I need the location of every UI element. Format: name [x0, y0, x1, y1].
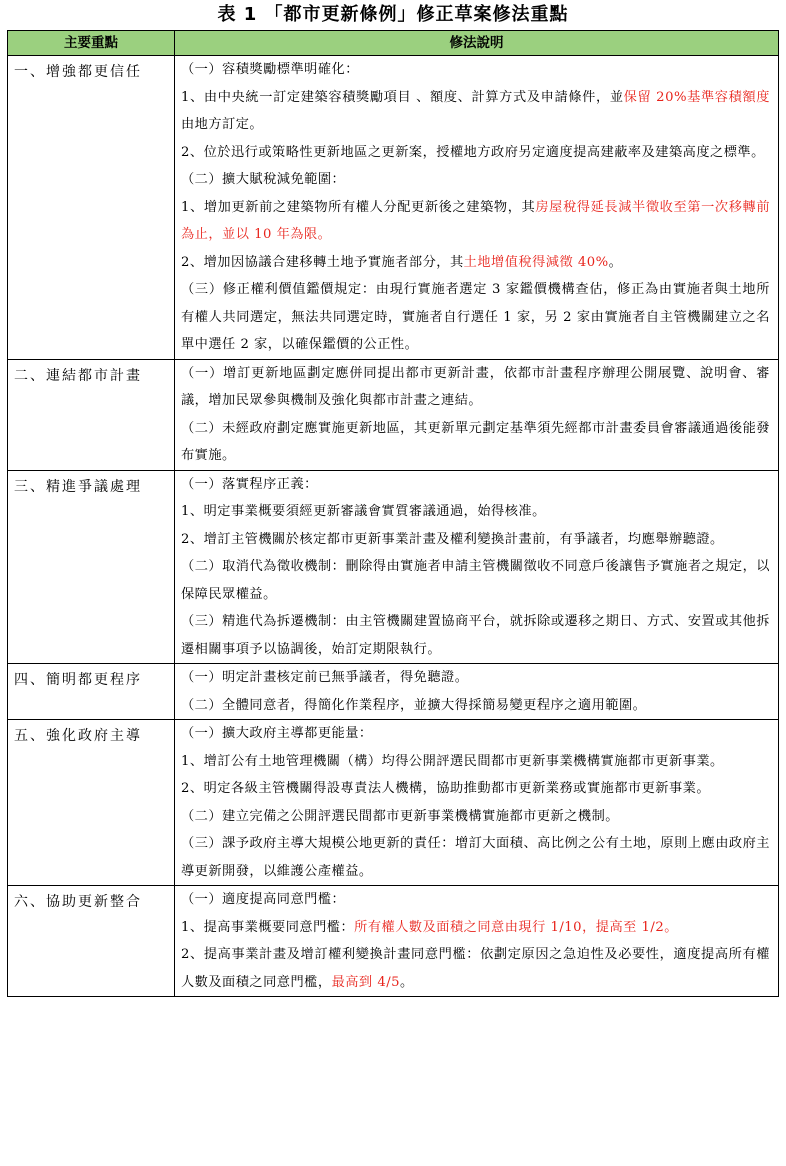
highlighted-text: 土地增值稅得減徵 40%	[463, 254, 609, 270]
paragraph-text: 。	[400, 974, 414, 990]
paragraph-text: 1、由中央統一訂定建築容積獎勵項目 、額度、計算方式及申請條件，並	[181, 89, 624, 105]
paragraph-text: （三）修正權利價值鑑價規定：由現行實施者選定 3 家鑑價機構查估，修正為由實施者與土地所有權人共同選定，無法共同選定時，實施者自行選任 1 家，另 2 家由實施者自主管機關建立之名單中選任 2 家，以確保鑑價的公正性。	[181, 282, 770, 352]
paragraph-text: 1、明定事業概要須經更新審議會實質審議通過，始得核准。	[181, 504, 546, 519]
paragraph-text: 。	[608, 254, 623, 270]
header-description: 修法說明	[175, 31, 779, 56]
description-paragraph	[181, 914, 770, 942]
row-description	[175, 56, 779, 360]
row-description	[175, 720, 779, 886]
table-header-row	[8, 31, 779, 56]
table-row	[8, 720, 779, 886]
row-category: 四、簡明都更程序	[8, 664, 175, 720]
description-paragraph	[181, 471, 770, 499]
paragraph-text: 2、位於迅行或策略性更新地區之更新案，授權地方政府另定適度提高建蔽率及建築高度之標準。	[181, 144, 765, 160]
description-paragraph	[181, 276, 770, 359]
description-paragraph	[181, 886, 770, 914]
paragraph-text: 1、增訂公有土地管理機關（構）均得公開評選民間都市更新事業機構實施都市更新事業。	[181, 753, 724, 769]
description-paragraph	[181, 720, 770, 748]
paragraph-text: 2、增訂主管機關於核定都市更新事業計畫及權利變換計畫前，有爭議者，均應舉辦聽證。	[181, 531, 724, 547]
paragraph-text: 2、提高事業計畫及增訂權利變換計畫同意門檻：依劃定原因之急迫性及必要性，適度提高所有權人數及面積之同意門檻，	[181, 947, 770, 990]
paragraph-text: （一）落實程序正義：	[181, 476, 318, 492]
paragraph-text: 由地方訂定。	[181, 117, 264, 132]
description-paragraph	[181, 830, 770, 885]
description-paragraph	[181, 360, 770, 415]
paragraph-text: （三）課予政府主導大規模公地更新的責任：增訂大面積、高比例之公有土地，原則上應由政府主導更新開發，以維護公產權益。	[181, 836, 770, 879]
highlighted-text: 最高到 4/5	[331, 974, 401, 990]
description-paragraph	[181, 526, 770, 554]
row-description	[175, 359, 779, 470]
paragraph-text: （二）擴大賦稅減免範圍：	[181, 172, 346, 187]
description-paragraph	[181, 941, 770, 996]
paragraph-text: 2、增加因協議合建移轉土地予實施者部分，其	[181, 254, 464, 270]
document-title: 表 1 「都市更新條例」修正草案修法重點	[217, 4, 569, 25]
table-row	[8, 664, 779, 720]
paragraph-text: （二）未經政府劃定應實施更新地區，其更新單元劃定基準須先經都市計畫委員會審議通過後能發布實施。	[181, 420, 770, 463]
paragraph-text: （一）容積獎勵標準明確化：	[181, 62, 359, 77]
table-row	[8, 56, 779, 360]
row-description	[175, 886, 779, 997]
description-paragraph	[181, 249, 770, 277]
description-paragraph	[181, 498, 770, 526]
description-paragraph	[181, 415, 770, 470]
paragraph-text: （二）全體同意者，得簡化作業程序，並擴大得採簡易變更程序之適用範圍。	[181, 697, 647, 713]
paragraph-text: （一）明定計畫核定前已無爭議者，得免聽證。	[181, 670, 469, 685]
table-row	[8, 470, 779, 664]
paragraph-text: （三）精進代為拆遷機制：由主管機關建置協商平台，就拆除或遷移之期日、方式、安置或其他拆遷相關事項予以協調後，始訂定期限執行。	[181, 614, 770, 657]
paragraph-text: 2、明定各級主管機關得設專責法人機構，協助推動都市更新業務或實施都市更新事業。	[181, 781, 711, 796]
description-paragraph	[181, 748, 770, 776]
paragraph-text: （一）擴大政府主導都更能量：	[181, 726, 373, 741]
row-category: 六、協助更新整合	[8, 886, 175, 997]
description-paragraph	[181, 56, 770, 84]
paragraph-text: 1、增加更新前之建築物所有權人分配更新後之建築物，其	[181, 199, 536, 215]
description-paragraph	[181, 553, 770, 608]
row-description	[175, 664, 779, 720]
row-category: 五、強化政府主導	[8, 720, 175, 886]
description-paragraph	[181, 775, 770, 803]
description-paragraph	[181, 194, 770, 249]
highlighted-text: 保留 20%基準容積額度	[623, 89, 770, 105]
amendment-table	[7, 30, 779, 997]
row-description	[175, 470, 779, 664]
description-paragraph	[181, 608, 770, 663]
description-paragraph	[181, 166, 770, 194]
paragraph-text: （一）適度提高同意門檻：	[181, 892, 346, 907]
row-category: 三、精進爭議處理	[8, 470, 175, 664]
header-category: 主要重點	[8, 31, 175, 56]
table-row	[8, 359, 779, 470]
description-paragraph	[181, 664, 770, 692]
row-category: 二、連結都市計畫	[8, 359, 175, 470]
paragraph-text: （二）取消代為徵收機制：刪除得由實施者申請主管機關徵收不同意戶後讓售予實施者之規定，以保障民眾權益。	[181, 559, 770, 602]
description-paragraph	[181, 692, 770, 720]
table-row	[8, 886, 779, 997]
paragraph-text: （一）增訂更新地區劃定應併同提出都市更新計畫，依都市計畫程序辦理公開展覽、說明會、審議，增加民眾參與機制及強化與都市計畫之連結。	[181, 365, 770, 408]
description-paragraph	[181, 84, 770, 139]
highlighted-text: 所有權人數及面積之同意由現行 1/10，提高至 1/2。	[354, 919, 678, 935]
paragraph-text: 1、提高事業概要同意門檻：	[181, 919, 355, 935]
row-category: 一、增強都更信任	[8, 56, 175, 360]
highlighted-text: 房屋稅得延長減半徵收至第一次移轉前為止，並以 10 年為限。	[181, 199, 771, 242]
description-paragraph	[181, 803, 770, 831]
description-paragraph	[181, 139, 770, 167]
paragraph-text: （二）建立完備之公開評選民間都市更新事業機構實施都市更新之機制。	[181, 808, 619, 824]
